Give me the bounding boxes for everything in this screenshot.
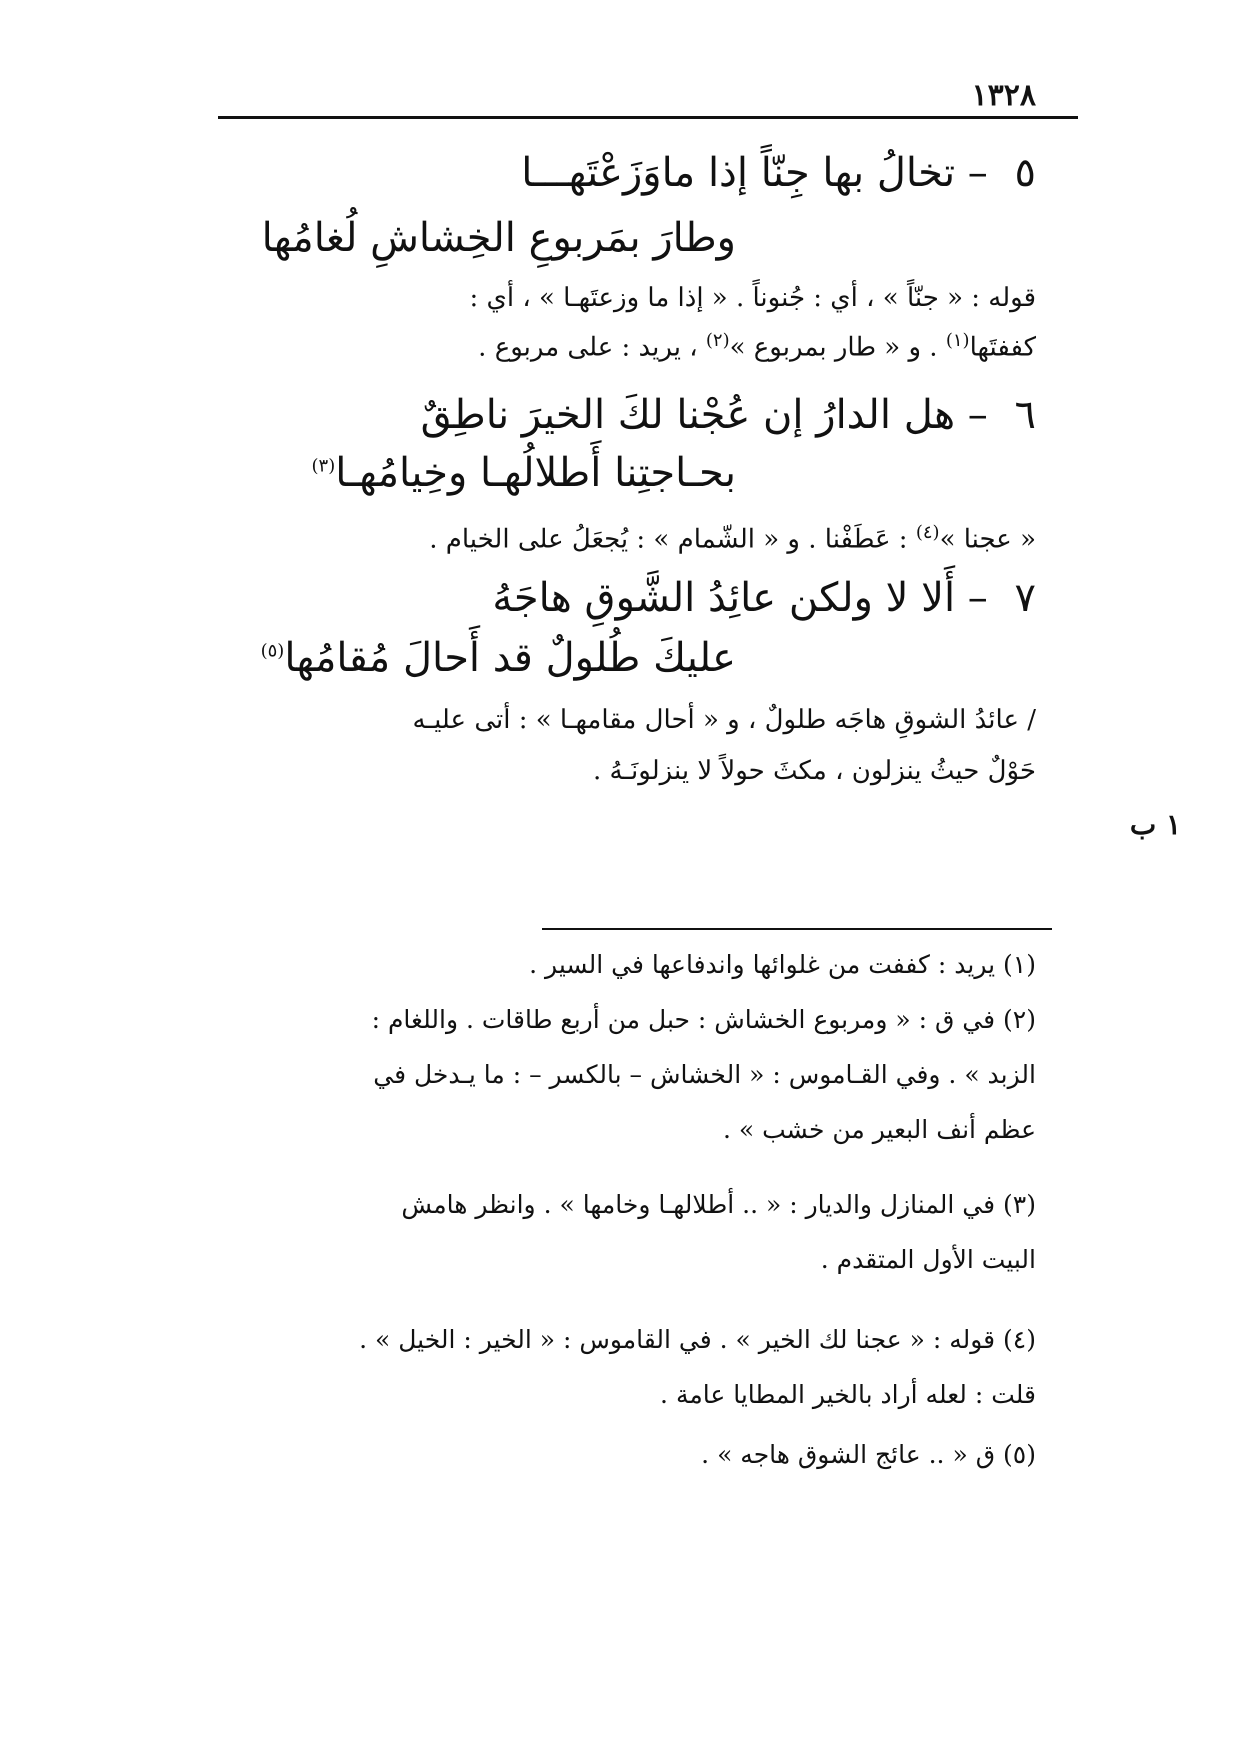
hemistich-text: هل الدارُ إن عُجْنا لكَ الخيرَ ناطِقٌ	[420, 392, 956, 438]
verse-7-first-hemistich: ٧ – أَلا لا ولكن عائِدُ الشَّوقِ هاجَهُ	[492, 575, 1036, 621]
hemistich-text: تخالُ بها جِنّاً إذا ماوَزَعْتَهـــا	[521, 150, 956, 196]
verse-5-commentary-line-2	[196, 330, 1036, 363]
footnote-ref-1: (١)	[945, 330, 970, 351]
hemistich-text: وطارَ بمَربوعِ الخِشاشِ لُغامُها	[261, 215, 736, 261]
commentary-text: . و « طار بمربوع »	[729, 332, 946, 363]
footnote-3-line-2: البيت الأول المتقدم .	[820, 1245, 1036, 1274]
commentary-text: : عَطَفْنا . و « الشّمام » : يُجعَلُ على الخيام .	[429, 524, 916, 555]
footnote-ref-4: (٤)	[915, 522, 940, 543]
footnote-4-line-2: قلت : لعله أراد بالخير المطايا عامة .	[660, 1380, 1036, 1409]
footnote-ref-2: (٢)	[705, 330, 730, 351]
verse-number: ٥	[1014, 150, 1036, 196]
footnote-1: (١) يريد : كففت من غلوائها واندفاعها في السير .	[529, 950, 1036, 979]
verse-number: ٧	[1014, 575, 1036, 621]
verse-7-commentary-line-1: / عائدُ الشوقِ هاجَه طلولٌ ، و « أحال مقامهـا » : أتى عليـه	[412, 705, 1036, 735]
verse-5-commentary-line-1: قوله : « جنّاً » ، أي : جُنوناً . « إذا ما وزعتَهـا » ، أي :	[469, 283, 1036, 313]
margin-folio-mark: ١ ب	[1129, 808, 1181, 841]
footnote-separator	[542, 928, 1052, 930]
footnote-2-line-1: (٢) في ق : « ومربوع الخشاش : حبل من أربع طاقات . واللغام :	[371, 1005, 1036, 1034]
footnote-2-line-2: الزبد » . وفي القـاموس : « الخشاش – بالكسر – : ما يـدخل في	[373, 1060, 1036, 1089]
verse-6-second-hemistich	[312, 450, 737, 496]
page-number: ١٣٢٨	[971, 78, 1036, 113]
footnote-ref-5: (٥)	[260, 640, 285, 662]
hemistich-text: أَلا لا ولكن عائِدُ الشَّوقِ هاجَهُ	[492, 575, 956, 621]
header-rule	[218, 116, 1078, 119]
verse-6-first-hemistich: ٦ – هل الدارُ إن عُجْنا لكَ الخيرَ ناطِقٌ	[420, 392, 1036, 438]
commentary-text: كففتَها	[969, 332, 1036, 363]
verse-5-second-hemistich	[262, 215, 736, 261]
hemistich-text: بحـاجتِنا أَطلالُهـا وخِيامُهـا	[335, 450, 736, 496]
footnote-ref-3: (٣)	[311, 455, 336, 477]
commentary-text: « عجنا »	[939, 524, 1036, 555]
commentary-text: ، يريد : على مربوع .	[478, 332, 706, 363]
verse-5-first-hemistich: ٥ – تخالُ بها جِنّاً إذا ماوَزَعْتَهـــا	[521, 150, 1036, 196]
verse-7-commentary-line-2: حَوْلٌ حيثُ ينزلون ، مكثَ حولاً لا ينزلونَـهُ .	[592, 756, 1036, 786]
footnote-4-line-1: (٤) قوله : « عجنا لك الخير » . في القاموس : « الخير : الخيل » .	[359, 1325, 1036, 1354]
footnote-3-line-1: (٣) في المنازل والديار : « .. أطلالهـا وخامها » . وانظر هامش	[401, 1190, 1036, 1219]
footnote-5: (٥) ق « .. عائج الشوق هاجه » .	[701, 1440, 1036, 1469]
footnote-2-line-3: عظم أنف البعير من خشب » .	[722, 1115, 1036, 1144]
verse-7-second-hemistich	[261, 635, 736, 681]
verse-6-commentary	[196, 522, 1036, 555]
hemistich-text: عليكَ طُلولٌ قد أَحالَ مُقامُها	[284, 635, 736, 681]
verse-number: ٦	[1014, 392, 1036, 438]
